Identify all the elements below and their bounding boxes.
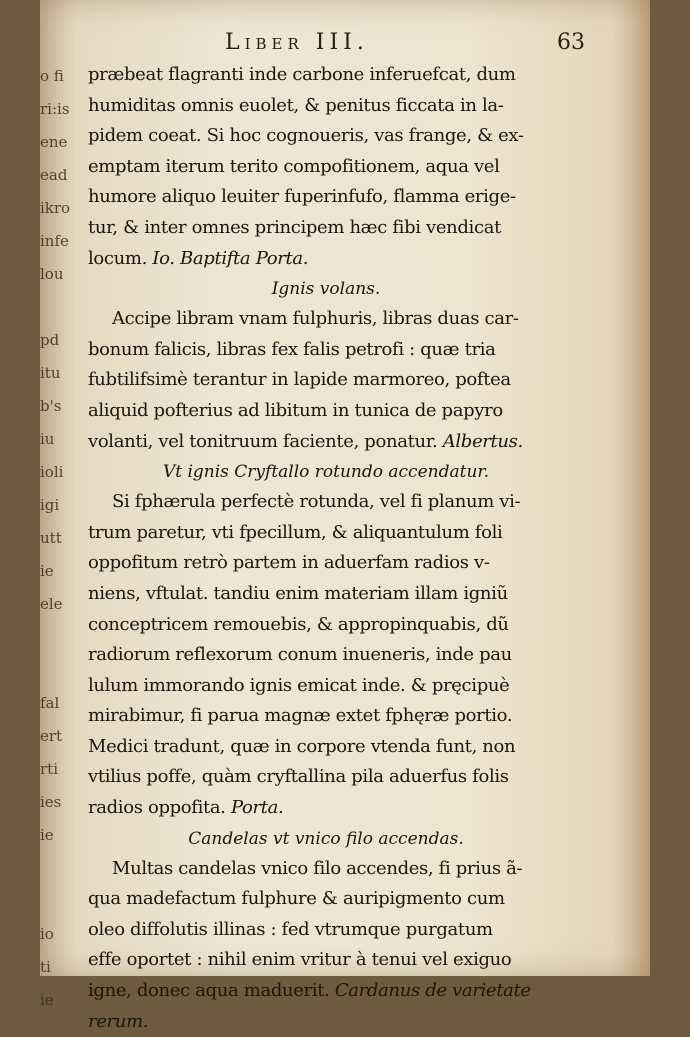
text-line: [88, 427, 564, 458]
gutter-fragment: [40, 885, 62, 918]
source-citation: rerum.: [88, 1010, 149, 1032]
gutter-fragment: ri:is: [40, 100, 70, 118]
gutter-fragment: rti: [40, 760, 58, 778]
running-title: Liber III.: [225, 30, 369, 55]
text-line: [88, 701, 564, 732]
gutter-fragment: infe: [40, 232, 69, 250]
text-line: [88, 60, 564, 91]
text-line: [88, 640, 564, 671]
text-line: [88, 884, 564, 915]
line-text: qua madefactum fulphure & auripigmento cum: [88, 888, 505, 910]
line-text: radiorum reflexorum conum inueneris, inde pau: [88, 644, 512, 666]
text-line: [88, 91, 564, 122]
gutter-fragment: itu: [40, 364, 61, 382]
line-text: trum paretur, vti fpecillum, & aliquantulum foli: [88, 521, 503, 543]
text-line: [88, 1007, 564, 1037]
line-text: conceptricem remouebis, & appropinquabis, dũ: [88, 613, 509, 635]
text-line: [88, 121, 564, 152]
line-text: mirabimur, fi parua magnæ extet fphęræ portio.: [88, 705, 513, 727]
line-text: humore aliquo leuiter fuperinfufo, flamma erige-: [88, 186, 516, 208]
text-line: [88, 854, 564, 885]
text-line: [88, 213, 564, 244]
line-text: bonum falicis, libras fex falis petrofi : quæ tria: [88, 338, 496, 360]
gutter-fragment: ie: [40, 562, 54, 580]
text-line: [88, 976, 564, 1007]
gutter-fragment: ene: [40, 133, 68, 151]
line-text: præbeat flagranti inde carbone inferuefcat, dum: [88, 64, 516, 85]
line-text: fubtilifsimè terantur in lapide marmoreo, poftea: [88, 369, 511, 391]
text-line: [88, 335, 564, 366]
line-text: humiditas omnis euolet, & penitus ficcata in la-: [88, 94, 504, 116]
line-text: Multas candelas vnico filo accendes, fi prius ã-: [112, 857, 523, 879]
gutter-fragment: ele: [40, 595, 63, 613]
gutter-fragment: pd: [40, 331, 60, 349]
line-text: Medici tradunt, quæ in corpore vtenda funt, non: [88, 735, 516, 757]
text-line: [88, 548, 564, 579]
line-text: niens, vftulat. tandiu enim materiam illam igniũ: [88, 582, 508, 604]
gutter-fragment: iu: [40, 430, 55, 448]
gutter-fragment: io: [40, 925, 54, 943]
gutter-fragment: ti: [40, 958, 51, 976]
text-line: [88, 579, 564, 610]
facing-page-gutter: [40, 60, 71, 1009]
line-text: locum.: [88, 247, 147, 269]
gutter-fragment: lou: [40, 265, 64, 283]
book-page: [40, 0, 650, 1032]
section-heading: Vt ignis Cryftallo rotundo accendatur.: [162, 462, 490, 483]
line-text: oleo diffolutis illinas : fed vtrumque purgatum: [88, 918, 493, 940]
text-line: [88, 487, 564, 518]
gutter-fragment: utt: [40, 529, 62, 547]
gutter-fragment: [40, 621, 62, 654]
gutter-fragment: ioli: [40, 463, 64, 481]
gutter-fragment: [40, 291, 62, 324]
gutter-fragment: ikro: [40, 199, 71, 217]
text-line: [88, 671, 564, 702]
source-citation: Porta.: [231, 797, 284, 819]
text-line: [88, 304, 564, 335]
line-text: vtilius poffe, quàm cryftallina pila aduerfus folis: [88, 766, 509, 788]
gutter-fragment: ie: [40, 991, 54, 1009]
section-heading: Ignis volans.: [271, 279, 381, 300]
text-line: [88, 244, 564, 275]
line-text: volanti, vel tonitruum faciente, ponatur.: [88, 430, 438, 452]
gutter-fragment: igi: [40, 496, 60, 514]
line-text: tur, & inter omnes principem hæc fibi vendicat: [88, 216, 501, 238]
text-line: [88, 396, 564, 427]
gutter-fragment: ies: [40, 793, 62, 811]
body-text: [88, 60, 564, 1037]
line-text: emptam iterum terito compofitionem, aqua vel: [88, 155, 500, 177]
line-text: lulum immorando ignis emicat inde. & pręcipuè: [88, 674, 510, 696]
text-line: [88, 182, 564, 213]
text-line: [88, 518, 564, 549]
gutter-fragment: [40, 654, 62, 687]
source-citation: Io. Baptifta Porta.: [152, 247, 309, 269]
text-line: [88, 945, 564, 976]
gutter-fragment: b's: [40, 397, 62, 415]
source-citation: Cardanus de varietate: [334, 980, 531, 1002]
gutter-fragment: ert: [40, 727, 63, 745]
text-line: [88, 732, 564, 763]
gutter-fragment: ead: [40, 166, 68, 184]
line-text: aliquid pofterius ad libitum in tunica de papyro: [88, 399, 503, 421]
gutter-fragment: [40, 852, 62, 885]
line-text: oppofitum retrò partem in aduerfam radios v-: [88, 552, 490, 574]
text-line: [88, 152, 564, 183]
line-text: effe oportet : nihil enim vritur à tenui vel exiguo: [88, 949, 512, 971]
gutter-fragment: fal: [40, 694, 60, 712]
text-line: [88, 762, 564, 793]
line-text: pidem coeat. Si hoc cognoueris, vas frange, & ex-: [88, 125, 524, 147]
source-citation: Albertus.: [442, 430, 523, 452]
line-text: Accipe libram vnam fulphuris, libras duas car-: [112, 308, 519, 330]
page-number: 63: [557, 30, 585, 55]
line-text: igne, donec aqua maduerit.: [88, 980, 330, 1002]
section-heading: Candelas vt vnico filo accendas.: [188, 828, 464, 849]
text-line: [88, 915, 564, 946]
gutter-fragment: ie: [40, 826, 54, 844]
text-line: [88, 365, 564, 396]
line-text: Si fphærula perfectè rotunda, vel fi planum vi-: [112, 491, 521, 513]
text-line: [88, 610, 564, 641]
running-header: [225, 30, 585, 58]
gutter-fragment: o fi: [40, 67, 64, 85]
text-line: [88, 793, 564, 824]
line-text: radios oppofita.: [88, 797, 226, 819]
